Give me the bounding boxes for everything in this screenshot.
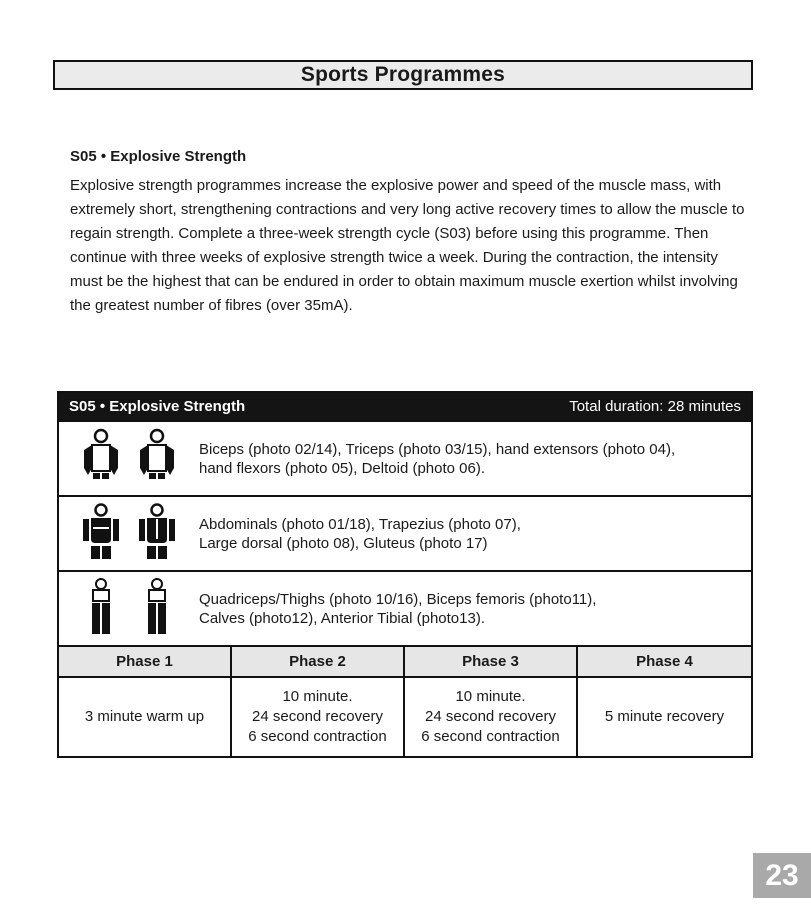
muscle-row-legs-text (199, 590, 604, 628)
phase-3-line1: 10 minute. (455, 688, 526, 705)
phase-1-header: Phase 1 (59, 647, 232, 678)
phase-4-header: Phase 4 (578, 647, 751, 678)
muscle-row-legs-icons (59, 574, 199, 644)
muscle-row-arms-line1: Biceps (photo 02/14), Triceps (photo 03/15), hand extensors (photo 04), (199, 440, 676, 458)
muscle-row-arms-icons (59, 424, 199, 494)
muscle-row-legs (59, 570, 751, 645)
programme-table-header (59, 393, 751, 420)
phase-1-line1: 3 minute warm up (84, 708, 205, 725)
page-title (53, 60, 753, 90)
muscle-row-torso-line2: Large dorsal (photo 08), Gluteus (photo 17) (199, 534, 488, 552)
phase-4-detail (578, 678, 751, 756)
section-heading: S05 • Explosive Strength (70, 148, 247, 165)
phase-4-line1: 5 minute recovery (604, 708, 725, 725)
phase-2-line1: 10 minute. (282, 688, 353, 705)
muscle-row-torso-text (199, 515, 529, 553)
programme-total-duration: Total duration: 28 minutes (569, 398, 741, 415)
phase-2-header: Phase 2 (232, 647, 405, 678)
arms-front-figure-icon (79, 428, 123, 490)
muscle-row-torso-icons (59, 499, 199, 569)
page-title-text: Sports Programmes (300, 63, 506, 86)
muscle-row-arms-line2: hand flexors (photo 05), Deltoid (photo 06). (199, 459, 486, 477)
phase-table (59, 645, 751, 756)
page-number: 23 (753, 853, 811, 898)
phase-3-line2: 24 second recovery (425, 708, 556, 725)
phase-3-detail (405, 678, 578, 756)
muscle-row-arms (59, 420, 751, 495)
muscle-row-arms-text (199, 440, 683, 478)
phase-2-line2: 24 second recovery (252, 708, 383, 725)
muscle-row-legs-line2: Calves (photo12), Anterior Tibial (photo13). (199, 609, 485, 627)
legs-back-figure-icon (135, 578, 179, 640)
programme-table (57, 391, 753, 758)
phase-1-detail (59, 678, 232, 756)
muscle-row-torso-line1: Abdominals (photo 01/18), Trapezius (photo 07), (199, 515, 521, 533)
phase-2-detail (232, 678, 405, 756)
section-explosive-strength (70, 148, 754, 318)
arms-back-figure-icon (135, 428, 179, 490)
legs-front-figure-icon (79, 578, 123, 640)
torso-back-figure-icon (135, 503, 179, 565)
phase-3-header: Phase 3 (405, 647, 578, 678)
torso-front-figure-icon (79, 503, 123, 565)
section-body: Explosive strength programmes increase the explosive power and speed of the muscle mass, with extremely short, strengthening contractions and very long active recovery times to allow the muscle to regain strength. Complete a three-week strength cycle (S03) before using this programme. Then continue with three weeks of explosive strength twice a week. During the contraction, the intensity must be the highest that can be endured in order to obtain maximum muscle exertion whilst involving the greatest number of fibres (over 35mA). (70, 177, 745, 314)
programme-table-title: S05 • Explosive Strength (69, 398, 246, 415)
muscle-row-legs-line1: Quadriceps/Thighs (photo 10/16), Biceps femoris (photo11), (199, 590, 597, 608)
phase-3-line3: 6 second contraction (421, 728, 560, 745)
muscle-row-torso (59, 495, 751, 570)
phase-2-line3: 6 second contraction (248, 728, 387, 745)
